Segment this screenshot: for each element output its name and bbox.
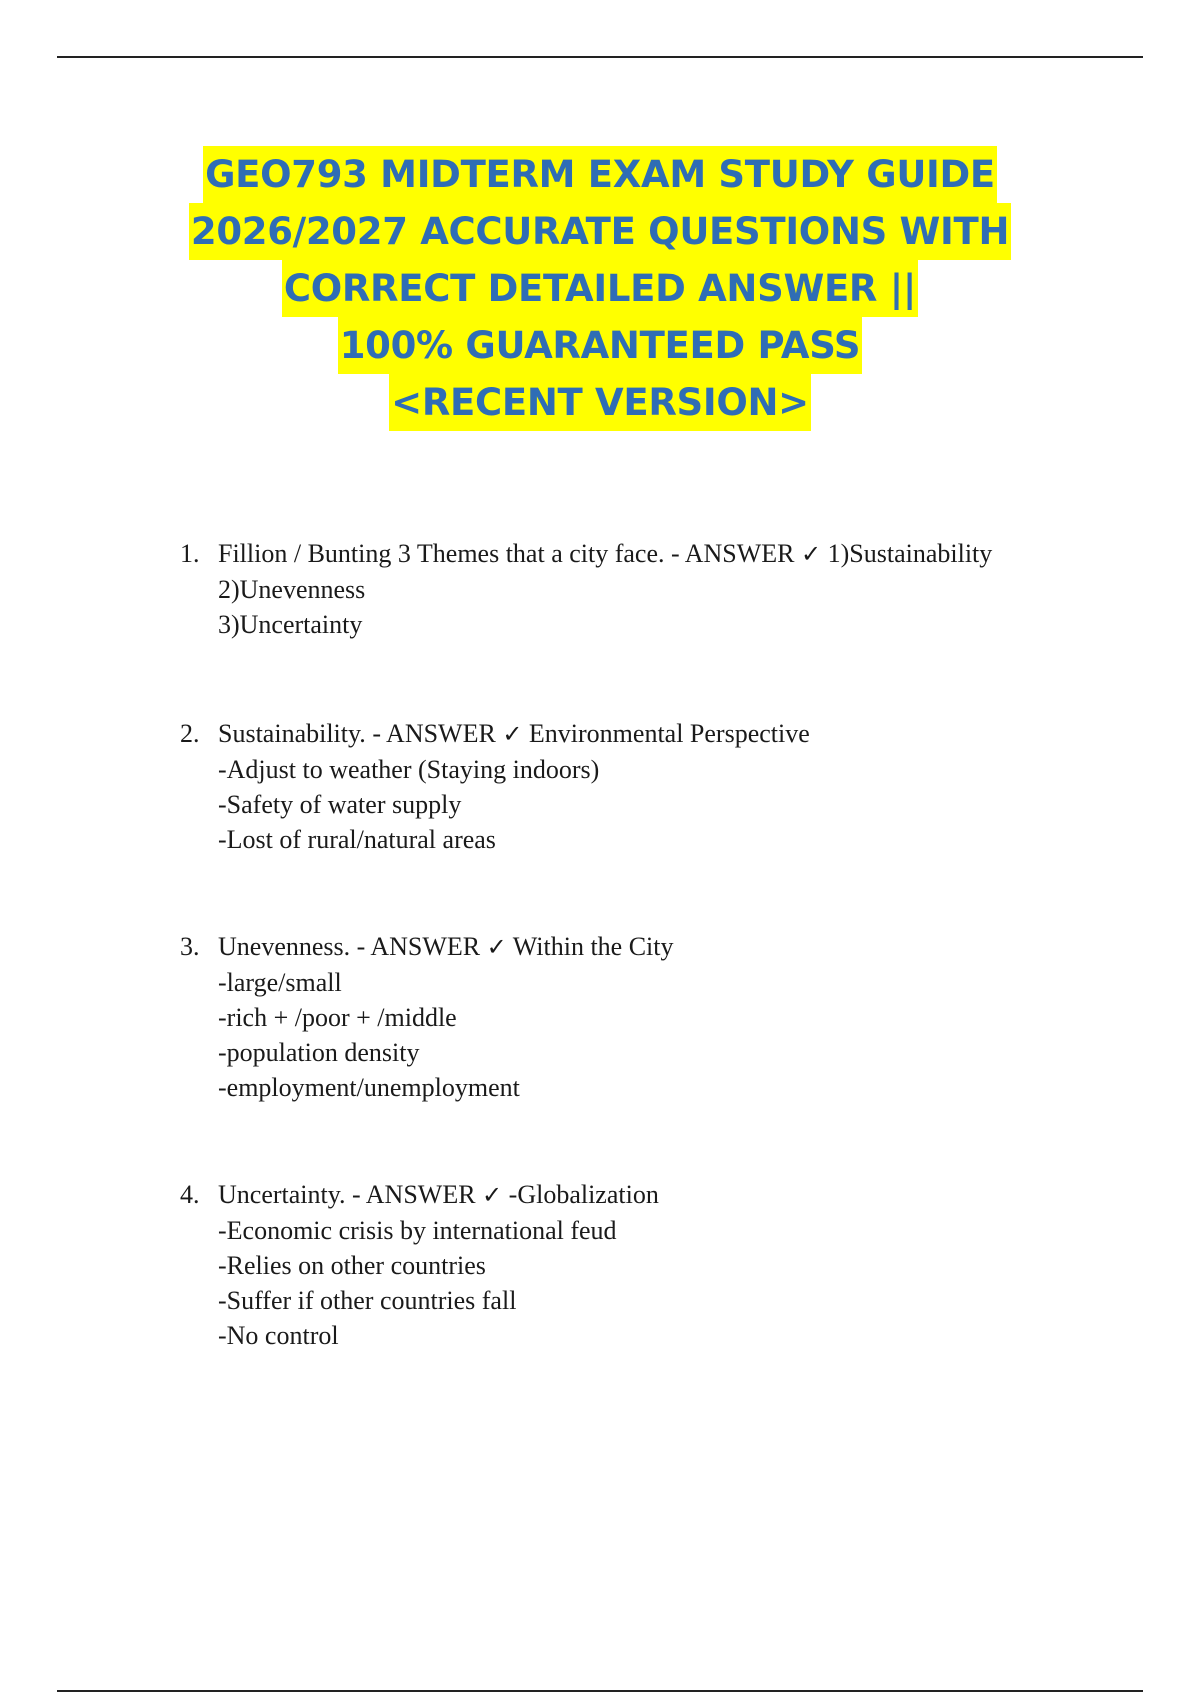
checkmark-icon: ✓ xyxy=(486,933,507,961)
item-number: 2. xyxy=(180,719,200,748)
question-text: Sustainability. xyxy=(218,719,366,748)
answer-first: 1)Sustainability xyxy=(827,539,993,568)
title-text-5: <RECENT VERSION> xyxy=(389,374,811,431)
answer-line: -large/small xyxy=(218,968,342,997)
question-line xyxy=(218,716,1078,752)
qa-body xyxy=(218,929,1078,1105)
answer-line: 3)Uncertainty xyxy=(218,610,363,639)
qa-body xyxy=(218,1177,1078,1353)
answer-first: Environmental Perspective xyxy=(528,719,810,748)
qa-body xyxy=(218,536,1078,642)
answer-line: -Lost of rural/natural areas xyxy=(218,825,496,854)
question-line xyxy=(218,536,1078,572)
answer-first: -Globalization xyxy=(508,1180,659,1209)
item-number: 1. xyxy=(180,539,200,568)
title-line-3 xyxy=(100,260,1100,317)
answer-line: -employment/unemployment xyxy=(218,1073,520,1102)
title-text-1: GEO793 MIDTERM EXAM STUDY GUIDE xyxy=(203,146,997,203)
title-line-5 xyxy=(100,374,1100,431)
question-text: Fillion / Bunting 3 Themes that a city face. xyxy=(218,539,665,568)
top-rule xyxy=(57,56,1143,58)
bottom-rule xyxy=(57,1690,1143,1692)
answer-line: -Adjust to weather (Staying indoors) xyxy=(218,755,600,784)
answer-first: Within the City xyxy=(512,932,674,961)
answer-marker: - ANSWER xyxy=(671,539,795,568)
answer-marker: - ANSWER xyxy=(352,1180,476,1209)
answer-line: -Economic crisis by international feud xyxy=(218,1216,617,1245)
answer-line: -rich + /poor + /middle xyxy=(218,1003,457,1032)
question-line xyxy=(218,1177,1078,1213)
answer-line: -Safety of water supply xyxy=(218,790,462,819)
answer-marker: - ANSWER xyxy=(372,719,496,748)
title-text-2: 2026/2027 ACCURATE QUESTIONS WITH xyxy=(189,203,1011,260)
checkmark-icon: ✓ xyxy=(801,540,822,568)
title-line-1 xyxy=(100,146,1100,203)
answer-line: -Relies on other countries xyxy=(218,1251,486,1280)
answer-line: 2)Unevenness xyxy=(218,575,366,604)
qa-body xyxy=(218,716,1078,857)
title-text-4: 100% GUARANTEED PASS xyxy=(338,317,863,374)
item-number: 3. xyxy=(180,932,200,961)
answer-line: -Suffer if other countries fall xyxy=(218,1286,517,1315)
answer-line: -No control xyxy=(218,1321,339,1350)
answer-marker: - ANSWER xyxy=(356,932,481,961)
answer-line: -population density xyxy=(218,1038,420,1067)
title-line-4 xyxy=(100,317,1100,374)
title-text-3: CORRECT DETAILED ANSWER || xyxy=(282,260,918,317)
checkmark-icon: ✓ xyxy=(502,720,523,748)
checkmark-icon: ✓ xyxy=(482,1181,503,1209)
title-line-2 xyxy=(100,203,1100,260)
question-text: Uncertainty. xyxy=(218,1180,346,1209)
question-text: Unevenness. xyxy=(218,932,351,961)
item-number: 4. xyxy=(180,1180,200,1209)
question-line xyxy=(218,929,1078,965)
document-title xyxy=(100,146,1100,431)
